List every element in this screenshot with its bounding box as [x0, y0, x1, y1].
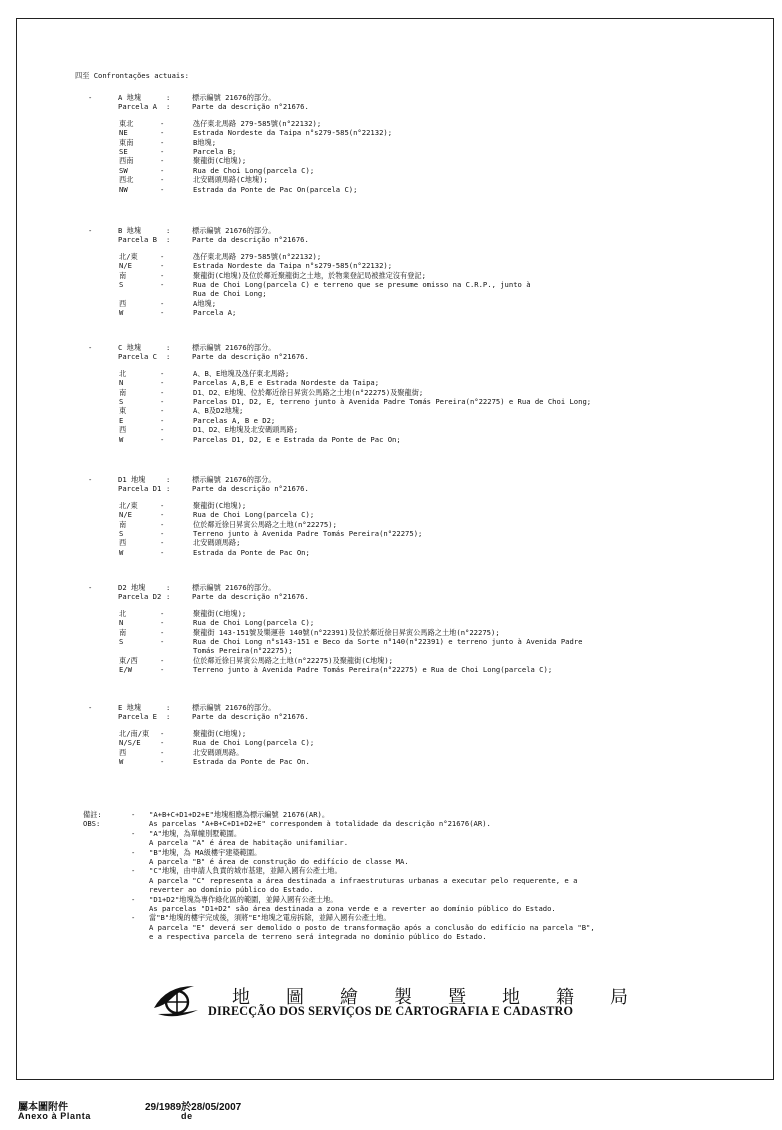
boundary-description: Parcela A;	[193, 308, 237, 318]
parcel-section: - A 地塊 : 標示編號 21676的部分。 Parcela A : Parte da descrição n°21676. 東北 - 氹仔東北馬路 279-585號(n°22132); NE - Estrada Nordeste da Taipa n°s279-585(n°22132); 東南 - B地塊; SE - Parcela B; 西南 - 聚龍街(C地塊); SW - Rua de Choi Long(parcela C); 西北 - 北安碼頭馬路(C地塊); NW - Estrada da Ponte de Pac On(parcela C);	[88, 93, 758, 194]
boundary-row: SE - Parcela B;	[119, 146, 237, 156]
boundary-direction: 西	[119, 298, 127, 308]
boundary-row	[88, 289, 758, 298]
parcel-desc-pt: Parte da descrição n°21676.	[192, 712, 309, 722]
boundary-description: A地塊;	[193, 298, 217, 308]
boundary-direction: SE	[119, 146, 128, 156]
boundary-direction: E	[119, 415, 124, 425]
boundary-description: Estrada da Ponte de Pac On.	[193, 756, 310, 766]
parcel-name-cn: D2 地塊	[118, 583, 146, 592]
parcel-name-pt: Parcela B	[118, 235, 157, 245]
parcel-name-pt: Parcela D1	[118, 484, 162, 494]
boundary-description: 聚龍街(C地塊);	[193, 608, 247, 618]
parcel-section: - B 地塊 : 標示編號 21676的部分。 Parcela B : Parte da descrição n°21676. 北/東 - 氹仔東北馬路 279-585號(n°22132); N/E - Estrada Nordeste da Taipa n°s279-585(n°22132); 南 - 聚龍街(C地塊)及位於鄰近聚龍街之土地，於物業登記局被推定沒有登記; S - Rua de Choi Long(parcela C) e terreno que se presume omisso na C.R.P., junto à Rua de Choi Long; 西 - A地塊; W - Parcela A;	[88, 226, 758, 318]
dscc-name-portuguese: DIRECÇÃO DOS SERVIÇOS DE CARTOGRAFIA E CADASTRO	[208, 1004, 574, 1018]
boundary-direction: 西	[119, 538, 127, 548]
parcel-name-pt: Parcela A	[118, 102, 157, 112]
parcel-name-cn: E 地塊	[118, 703, 142, 712]
boundary-row: 西 - 北安碼頭馬路;	[119, 538, 241, 548]
boundary-description: 聚龍街(C地塊);	[193, 728, 247, 738]
boundary-direction: 南	[119, 627, 127, 637]
boundary-description: 北安碼頭馬路;	[193, 538, 241, 548]
boundary-row: 北/東 - 聚龍街(C地塊);	[119, 500, 247, 510]
boundary-row: E - Parcelas A, B e D2;	[119, 415, 276, 425]
boundary-description: Parcelas D1, D2, E, terreno junto à Avenida Padre Tomás Pereira(n°22275) e Rua de Choi Long;	[193, 396, 592, 406]
boundary-direction: S	[119, 636, 124, 646]
boundary-row: 南 - 位於鄰近徐日昇寅公馬路之土地(n°22275);	[119, 519, 337, 529]
parcel-desc-cn: 標示編號 21676的部分。	[192, 475, 276, 484]
parcel-name-cn: D1 地塊	[118, 475, 146, 484]
boundary-row: 西北 - 北安碼頭馬路(C地塊);	[119, 175, 268, 185]
footer-label-portuguese: Anexo à Planta	[18, 1111, 91, 1121]
boundary-direction: 北	[119, 368, 127, 378]
boundary-description: 氹仔東北馬路 279-585號(n°22132);	[193, 118, 322, 128]
boundary-description: Parcela B;	[193, 146, 237, 156]
footer-de: de	[181, 1111, 193, 1121]
boundary-direction: SW	[119, 165, 128, 175]
parcel-desc-cn: 標示編號 21676的部分。	[192, 703, 276, 712]
note-line: As parcelas "A+B+C+D1+D2+E" correspondem à totalidade da descrição n°21676(AR).	[149, 819, 491, 829]
boundary-row: 南 - D1、D2、E地塊、位於鄰近徐日昇寅公馬路之土地(n°22275)及聚龍街;	[119, 387, 424, 397]
boundary-row: 西南 - 聚龍街(C地塊);	[119, 156, 247, 166]
boundary-direction: 南	[119, 270, 127, 280]
boundary-description: 聚龍街 143-151號及樂運巷 140號(n°22391)及位於鄰近徐日昇寅公馬路之土地(n°22275);	[193, 627, 500, 637]
boundary-description: Rua de Choi Long(parcela C);	[193, 618, 315, 628]
note-line: A parcela "C" representa a área destinada a infraestruturas urbanas a executar pelo requerente, e a	[149, 875, 578, 885]
note-line: A parcela "B" é área de construção do edifício de classe MA.	[149, 856, 409, 866]
parcel-name-cn: C 地塊	[118, 343, 142, 352]
parcel-name-pt: Parcela C	[118, 352, 157, 362]
notes-label-pt: OBS:	[83, 819, 101, 829]
boundary-description: Rua de Choi Long(parcela C) e terreno que se presume omisso na C.R.P., junto à	[193, 279, 531, 289]
boundary-description: 北安碼頭馬路。	[193, 747, 244, 757]
boundary-description: Terreno junto à Avenida Padre Tomás Pereira(n°22275) e Rua de Choi Long(parcela C);	[193, 665, 553, 675]
parcel-desc-cn: 標示編號 21676的部分。	[192, 93, 276, 102]
boundary-row: S - Terreno junto à Avenida Padre Tomás Pereira(n°22275);	[119, 528, 423, 538]
boundary-row: N - Rua de Choi Long(parcela C);	[119, 618, 315, 628]
boundary-description: 聚龍街(C地塊);	[193, 156, 247, 166]
note-line: A parcela "A" é área de habitação unifamiliar.	[149, 838, 349, 848]
boundary-description: 氹仔東北馬路 279-585號(n°22132);	[193, 251, 322, 261]
boundary-row: 南 - 聚龍街 143-151號及樂運巷 140號(n°22391)及位於鄰近徐日昇寅公馬路之土地(n°22275);	[119, 627, 500, 637]
parcel-desc-pt: Parte da descrição n°21676.	[192, 235, 309, 245]
section-heading: 四至 Confrontações actuais:	[75, 71, 189, 80]
boundary-description: Estrada Nordeste da Taipa n°s279-585(n°22132);	[193, 261, 393, 271]
boundary-description: Rua de Choi Long(parcela C);	[193, 738, 315, 748]
parcel-name-cn: A 地塊	[118, 93, 142, 102]
note-line: reverter ao domínio público do Estado.	[149, 885, 314, 895]
boundary-description: Estrada da Ponte de Pac On;	[193, 547, 310, 557]
boundary-description: B地塊;	[193, 137, 217, 147]
parcel-desc-pt: Parte da descrição n°21676.	[192, 484, 309, 494]
parcel-desc-cn: 標示編號 21676的部分。	[192, 343, 276, 352]
note-line: A parcela "E" deverá ser demolido o posto de transformação após a conclusão do edifício na parcela "B",	[149, 922, 595, 932]
boundary-row: W - Parcelas D1, D2, E e Estrada da Ponte de Pac On;	[119, 434, 401, 444]
boundary-direction: 北/東	[119, 251, 138, 261]
note-line: "A+B+C+D1+D2+E"地塊相應為標示編號 21676(AR)。	[149, 810, 330, 819]
boundary-direction: 東南	[119, 137, 134, 147]
boundary-description: Rua de Choi Long(parcela C);	[193, 510, 315, 520]
boundary-row: NW - Estrada da Ponte de Pac On(parcela C);	[119, 184, 358, 194]
dscc-name-chinese: 地圖繪製暨地籍局	[232, 987, 664, 1008]
boundary-description: Rua de Choi Long(parcela C);	[193, 165, 315, 175]
boundary-description: A、B及D2地塊;	[193, 406, 244, 416]
parcel-name-pt: Parcela E	[118, 712, 157, 722]
boundary-direction: N	[119, 378, 124, 388]
footer-plan-reference: 29/1989於28/05/2007	[145, 1102, 242, 1113]
boundary-direction: S	[119, 528, 124, 538]
parcel-desc-cn: 標示編號 21676的部分。	[192, 583, 276, 592]
boundary-description: 位於鄰近徐日昇寅公馬路之土地(n°22275)及聚龍街(C地塊);	[193, 655, 394, 665]
boundary-direction: 西	[119, 425, 127, 435]
boundary-row: N - Parcelas A,B,E e Estrada Nordeste da Taipa;	[119, 378, 380, 388]
boundary-description: Estrada Nordeste da Taipa n°s279-585(n°22132);	[193, 128, 393, 138]
boundary-direction: N	[119, 618, 124, 628]
boundary-direction: 南	[119, 519, 127, 529]
boundary-direction: 東	[119, 406, 127, 416]
note-line: "A"地塊，為單幢別墅範圍。	[149, 828, 242, 838]
boundary-description: D1、D2、E地塊及北安碼頭馬路;	[193, 425, 299, 435]
boundary-description: 北安碼頭馬路(C地塊);	[193, 175, 268, 185]
boundary-description: 位於鄰近徐日昇寅公馬路之土地(n°22275);	[193, 519, 337, 529]
boundary-row: 南 - 聚龍街(C地塊)及位於鄰近聚龍街之土地，於物業登記局被推定沒有登記;	[119, 270, 426, 280]
parcel-desc-pt: Parte da descrição n°21676.	[192, 102, 309, 112]
boundary-direction: N/S/E	[119, 738, 141, 748]
boundary-direction: 北	[119, 608, 127, 618]
boundary-direction: 南	[119, 387, 127, 397]
boundary-description: 聚龍街(C地塊);	[193, 500, 247, 510]
boundary-direction: W	[119, 547, 124, 557]
boundary-direction: W	[119, 308, 124, 318]
boundary-row: W - Parcela A;	[119, 308, 237, 318]
boundary-row: 東北 - 氹仔東北馬路 279-585號(n°22132);	[119, 118, 322, 128]
boundary-row: 北 - 聚龍街(C地塊);	[119, 608, 247, 618]
boundary-row: 西 - D1、D2、E地塊及北安碼頭馬路;	[119, 425, 299, 435]
footer-line-portuguese	[18, 1111, 193, 1121]
parcel-section: - E 地塊 : 標示編號 21676的部分。 Parcela E : Parte da descrição n°21676. 北/南/東 - 聚龍街(C地塊); N/S/E - Rua de Choi Long(parcela C); 西 - 北安碼頭馬路。 W - Estrada da Ponte de Pac On.	[88, 703, 758, 766]
boundary-direction: E/W	[119, 665, 132, 675]
boundary-row: 西 - A地塊;	[119, 298, 217, 308]
boundary-direction: W	[119, 434, 124, 444]
boundary-description: Estrada da Ponte de Pac On(parcela C);	[193, 184, 358, 194]
parcel-section: - D1 地塊 : 標示編號 21676的部分。 Parcela D1 : Parte da descrição n°21676. 北/東 - 聚龍街(C地塊); N/E - Rua de Choi Long(parcela C); 南 - 位於鄰近徐日昇寅公馬路之土地(n°22275); S - Terreno junto à Avenida Padre Tomás Pereira(n°22275); 西 - 北安碼頭馬路; W - Estrada da Ponte de Pac On;	[88, 475, 758, 557]
boundary-direction: N/E	[119, 261, 132, 271]
dscc-logo-icon	[150, 980, 202, 1020]
boundary-direction: 東/西	[119, 655, 138, 665]
boundary-description: Parcelas A, B e D2;	[193, 415, 276, 425]
note-line: "D1+D2"地塊為專作綠化區的範圍，並歸入國有公產土地。	[149, 894, 338, 904]
parcel-name-pt: Parcela D2	[118, 592, 162, 602]
boundary-direction: 北/東	[119, 500, 138, 510]
boundary-row: E/W - Terreno junto à Avenida Padre Tomás Pereira(n°22275) e Rua de Choi Long(parcela C);	[119, 665, 553, 675]
boundary-description: Rua de Choi Long n°s143-151 e Beco da Sorte n°140(n°22391) e terreno junto à Avenida Padre	[193, 636, 583, 646]
boundary-row: NE - Estrada Nordeste da Taipa n°s279-585(n°22132);	[119, 128, 393, 138]
boundary-row: S - Rua de Choi Long(parcela C) e terreno que se presume omisso na C.R.P., junto à	[119, 279, 531, 289]
boundary-description: Tomás Pereira(n°22275);	[193, 646, 293, 656]
boundary-direction: W	[119, 756, 124, 766]
boundary-row: 北/東 - 氹仔東北馬路 279-585號(n°22132);	[119, 251, 322, 261]
boundary-description: 聚龍街(C地塊)及位於鄰近聚龍街之土地，於物業登記局被推定沒有登記;	[193, 270, 426, 280]
boundary-direction: S	[119, 396, 124, 406]
boundary-row: SW - Rua de Choi Long(parcela C);	[119, 165, 315, 175]
footer-label-chinese: 屬本圖附件	[18, 1102, 68, 1113]
parcel-desc-pt: Parte da descrição n°21676.	[192, 352, 309, 362]
parcel-desc-cn: 標示編號 21676的部分。	[192, 226, 276, 235]
boundary-description: D1、D2、E地塊、位於鄰近徐日昇寅公馬路之土地(n°22275)及聚龍街;	[193, 387, 424, 397]
parcel-desc-pt: Parte da descrição n°21676.	[192, 592, 309, 602]
boundary-row: N/E - Estrada Nordeste da Taipa n°s279-585(n°22132);	[119, 261, 393, 271]
boundary-row: 北/南/東 - 聚龍街(C地塊);	[119, 728, 247, 738]
boundary-direction: 北/南/東	[119, 728, 150, 738]
boundary-direction: N/E	[119, 510, 132, 520]
boundary-row: 東南 - B地塊;	[119, 137, 217, 147]
boundary-row: W - Estrada da Ponte de Pac On.	[119, 756, 310, 766]
boundary-row: 東 - A、B及D2地塊;	[119, 406, 244, 416]
notes-block: 備註: - "A+B+C+D1+D2+E"地塊相應為標示編號 21676(AR)。 OBS: As parcelas "A+B+C+D1+D2+E" correspondem à totalidade da descrição n°21676(AR). - "A"地塊，為單幢別墅範圍。 A parcela "A" é área de habitação unifamiliar. - "B"地塊，為 MA級樓宇建築範圍。 A parcela "B" é área de construção do edifício de classe MA. - "C"地塊，由申請人負責的城市基建，並歸入國有公產土地。 A parcela "C" representa a área destinada a infraestruturas urbanas a executar pelo requerente, e a reverter ao domínio público do Estado. - "D1+D2"地塊為專作綠化區的範圍，並歸入國有公產土地。 As parcelas "D1+D2" são área destinada a zona verde e a reverter ao domínio público do Estado. - 當"B"地塊的樓宇完成後，須將"E"地塊之電房拆除，並歸入國有公產土地。 A parcela "E" deverá ser demolido o posto de transformação após a conclusão do edifício na parcela "B", e a respectiva parcela de terreno será integrada no domínio público do Estado.	[83, 810, 595, 942]
boundary-direction: NW	[119, 184, 128, 194]
note-line: "B"地塊，為 MA級樓宇建築範圍。	[149, 847, 262, 857]
notes-label-cn: 備註:	[83, 810, 102, 819]
boundary-direction: S	[119, 279, 124, 289]
boundary-row: 東/西 - 位於鄰近徐日昇寅公馬路之土地(n°22275)及聚龍街(C地塊);	[119, 655, 394, 665]
boundary-row: 西 - 北安碼頭馬路。	[119, 747, 244, 757]
note-line: e a respectiva parcela de terreno será integrada no domínio público do Estado.	[149, 932, 487, 942]
boundary-row: N/E - Rua de Choi Long(parcela C);	[119, 510, 315, 520]
boundary-description: Rua de Choi Long;	[193, 289, 267, 299]
boundary-description: Parcelas D1, D2, E e Estrada da Ponte de Pac On;	[193, 434, 401, 444]
parcel-name-cn: B 地塊	[118, 226, 142, 235]
boundary-direction: 西南	[119, 156, 134, 166]
boundary-description: Terreno junto à Avenida Padre Tomás Pereira(n°22275);	[193, 528, 423, 538]
note-line: "C"地塊，由申請人負責的城市基建，並歸入國有公產土地。	[149, 866, 342, 876]
boundary-direction: NE	[119, 128, 128, 138]
boundary-description: Parcelas A,B,E e Estrada Nordeste da Taipa;	[193, 378, 380, 388]
boundary-description: A、B、E地塊及氹仔東北馬路;	[193, 368, 290, 378]
parcel-section: - D2 地塊 : 標示編號 21676的部分。 Parcela D2 : Parte da descrição n°21676. 北 - 聚龍街(C地塊); N - Rua de Choi Long(parcela C); 南 - 聚龍街 143-151號及樂運巷 140號(n°22391)及位於鄰近徐日昇寅公馬路之土地(n°22275); S - Rua de Choi Long n°s143-151 e Beco da Sorte n°140(n°22391) e terreno junto à Avenida Padre Tomás Pereira(n°22275); 東/西 - 位於鄰近徐日昇寅公馬路之土地(n°22275)及聚龍街(C地塊); E/W - Terreno junto à Avenida Padre Tomás Pereira(n°22275) e Rua de Choi Long(parcela C);	[88, 583, 758, 675]
note-line: As parcelas "D1+D2" são área destinada a zona verde e a reverter ao domínio público do Estado.	[149, 903, 556, 913]
parcel-section: - C 地塊 : 標示編號 21676的部分。 Parcela C : Parte da descrição n°21676. 北 - A、B、E地塊及氹仔東北馬路; N - Parcelas A,B,E e Estrada Nordeste da Taipa; 南 - D1、D2、E地塊、位於鄰近徐日昇寅公馬路之土地(n°22275)及聚龍街; S - Parcelas D1, D2, E, terreno junto à Avenida Padre Tomás Pereira(n°22275) e Rua de Choi Long; 東 - A、B及D2地塊; E - Parcelas A, B e D2; 西 - D1、D2、E地塊及北安碼頭馬路; W - Parcelas D1, D2, E e Estrada da Ponte de Pac On;	[88, 343, 758, 444]
boundary-direction: 東北	[119, 118, 134, 128]
boundary-row: N/S/E - Rua de Choi Long(parcela C);	[119, 738, 315, 748]
boundary-row	[88, 646, 758, 655]
note-line: 當"B"地塊的樓宇完成後，須將"E"地塊之電房拆除，並歸入國有公產土地。	[149, 913, 391, 923]
boundary-direction: 西	[119, 747, 127, 757]
boundary-row: W - Estrada da Ponte de Pac On;	[119, 547, 310, 557]
boundary-row: 北 - A、B、E地塊及氹仔東北馬路;	[119, 368, 290, 378]
boundary-direction: 西北	[119, 175, 134, 185]
boundary-row: S - Rua de Choi Long n°s143-151 e Beco da Sorte n°140(n°22391) e terreno junto à Avenida Padre	[119, 636, 583, 646]
boundary-row: S - Parcelas D1, D2, E, terreno junto à Avenida Padre Tomás Pereira(n°22275) e Rua de Choi Long;	[119, 396, 592, 406]
